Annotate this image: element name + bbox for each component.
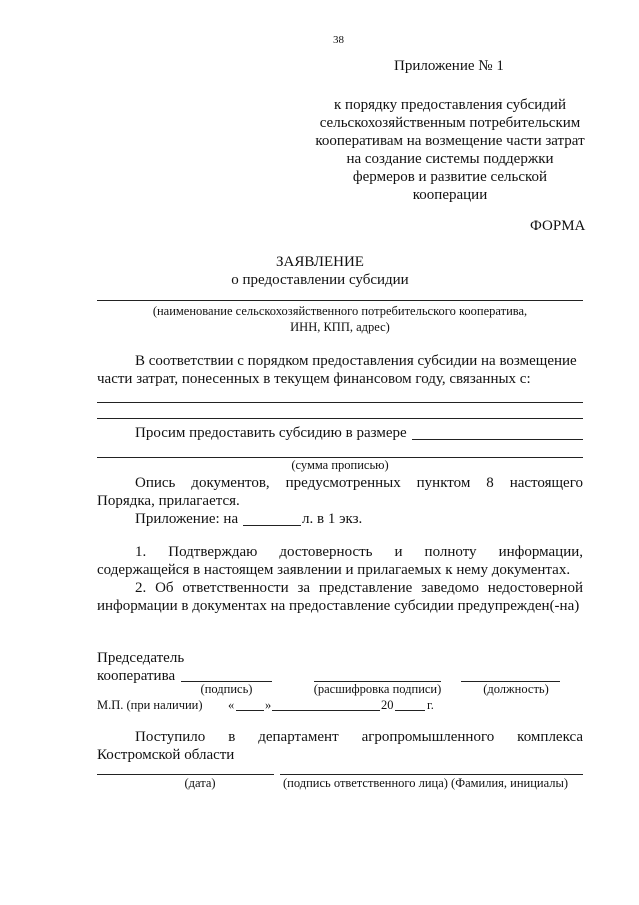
received-text: Поступило в департамент агропромышленного комплекса [135, 729, 583, 745]
appendix-line: на создание системы поддержки [346, 151, 554, 167]
date-quote-open: « [228, 698, 235, 712]
chairman-label: Председатель [97, 650, 185, 666]
body-text: Порядка, прилагается. [97, 493, 240, 509]
received-person-field[interactable] [280, 774, 583, 775]
purpose-line[interactable] [97, 418, 583, 419]
date-quote-close: » [265, 698, 272, 712]
responsibility-item: информации в документах на предоставление субсидии предупрежден(-на) [97, 598, 580, 614]
date-day-field[interactable] [236, 710, 264, 711]
appendix-line: кооперации [412, 187, 488, 203]
document-title: ЗАЯВЛЕНИЕ [276, 254, 364, 270]
received-text: Костромской области [97, 747, 235, 763]
amount-field[interactable] [412, 439, 583, 440]
received-date-field[interactable] [97, 774, 274, 775]
body-text: В соответствии с порядком предоставления субсидии на возмещение [135, 353, 577, 369]
request-text: Просим предоставить субсидию в размере [135, 425, 407, 441]
body-text: части затрат, понесенных в текущем финансовом году, связанных с: [97, 371, 531, 387]
date-month-field[interactable] [272, 710, 380, 711]
appendix-line: фермеров и развитие сельской [352, 169, 548, 185]
body-text: Опись документов, предусмотренных пунктом 8 настоящего [135, 475, 583, 491]
received-person-caption: (подпись ответственного лица) (Фамилия, инициалы) [283, 776, 569, 790]
position-caption: (должность) [483, 682, 549, 696]
page-number: 38 [333, 34, 344, 46]
appendix-line: кооперативам на возмещение части затрат [315, 133, 585, 149]
responsibility-item: 2. Об ответственности за представление заведомо недостоверной [135, 580, 583, 596]
applicant-caption: ИНН, КПП, адрес) [290, 320, 390, 334]
applicant-line[interactable] [97, 300, 583, 301]
appendix-line: сельскохозяйственным потребительским [319, 115, 581, 131]
attachment-suffix: л. в 1 экз. [302, 511, 363, 527]
attachment-pages-field[interactable] [243, 525, 301, 526]
purpose-line[interactable] [97, 402, 583, 403]
date-year-field[interactable] [395, 710, 425, 711]
appendix-title: Приложение № 1 [394, 58, 504, 74]
chairman-label: кооператива [97, 668, 176, 684]
document-subtitle: о предоставлении субсидии [231, 272, 409, 288]
signature-caption: (подпись) [200, 682, 253, 696]
confirmation-item: 1. Подтверждаю достоверность и полноту информации, [135, 544, 583, 560]
amount-caption: (сумма прописью) [291, 458, 389, 472]
applicant-caption: (наименование сельскохозяйственного потребительского кооператива, [152, 304, 528, 318]
confirmation-item: содержащейся в настоящем заявлении и прилагаемых к нему документах. [97, 562, 571, 578]
date-year-prefix: 20 [381, 698, 394, 712]
attachment-label: Приложение: на [135, 511, 239, 527]
date-year-suffix: г. [427, 698, 434, 712]
appendix-line: к порядку предоставления субсидий [334, 97, 566, 113]
stamp-label: М.П. (при наличии) [97, 698, 203, 712]
received-date-caption: (дата) [184, 776, 216, 790]
form-label: ФОРМА [530, 218, 586, 234]
decoding-caption: (расшифровка подписи) [313, 682, 442, 696]
